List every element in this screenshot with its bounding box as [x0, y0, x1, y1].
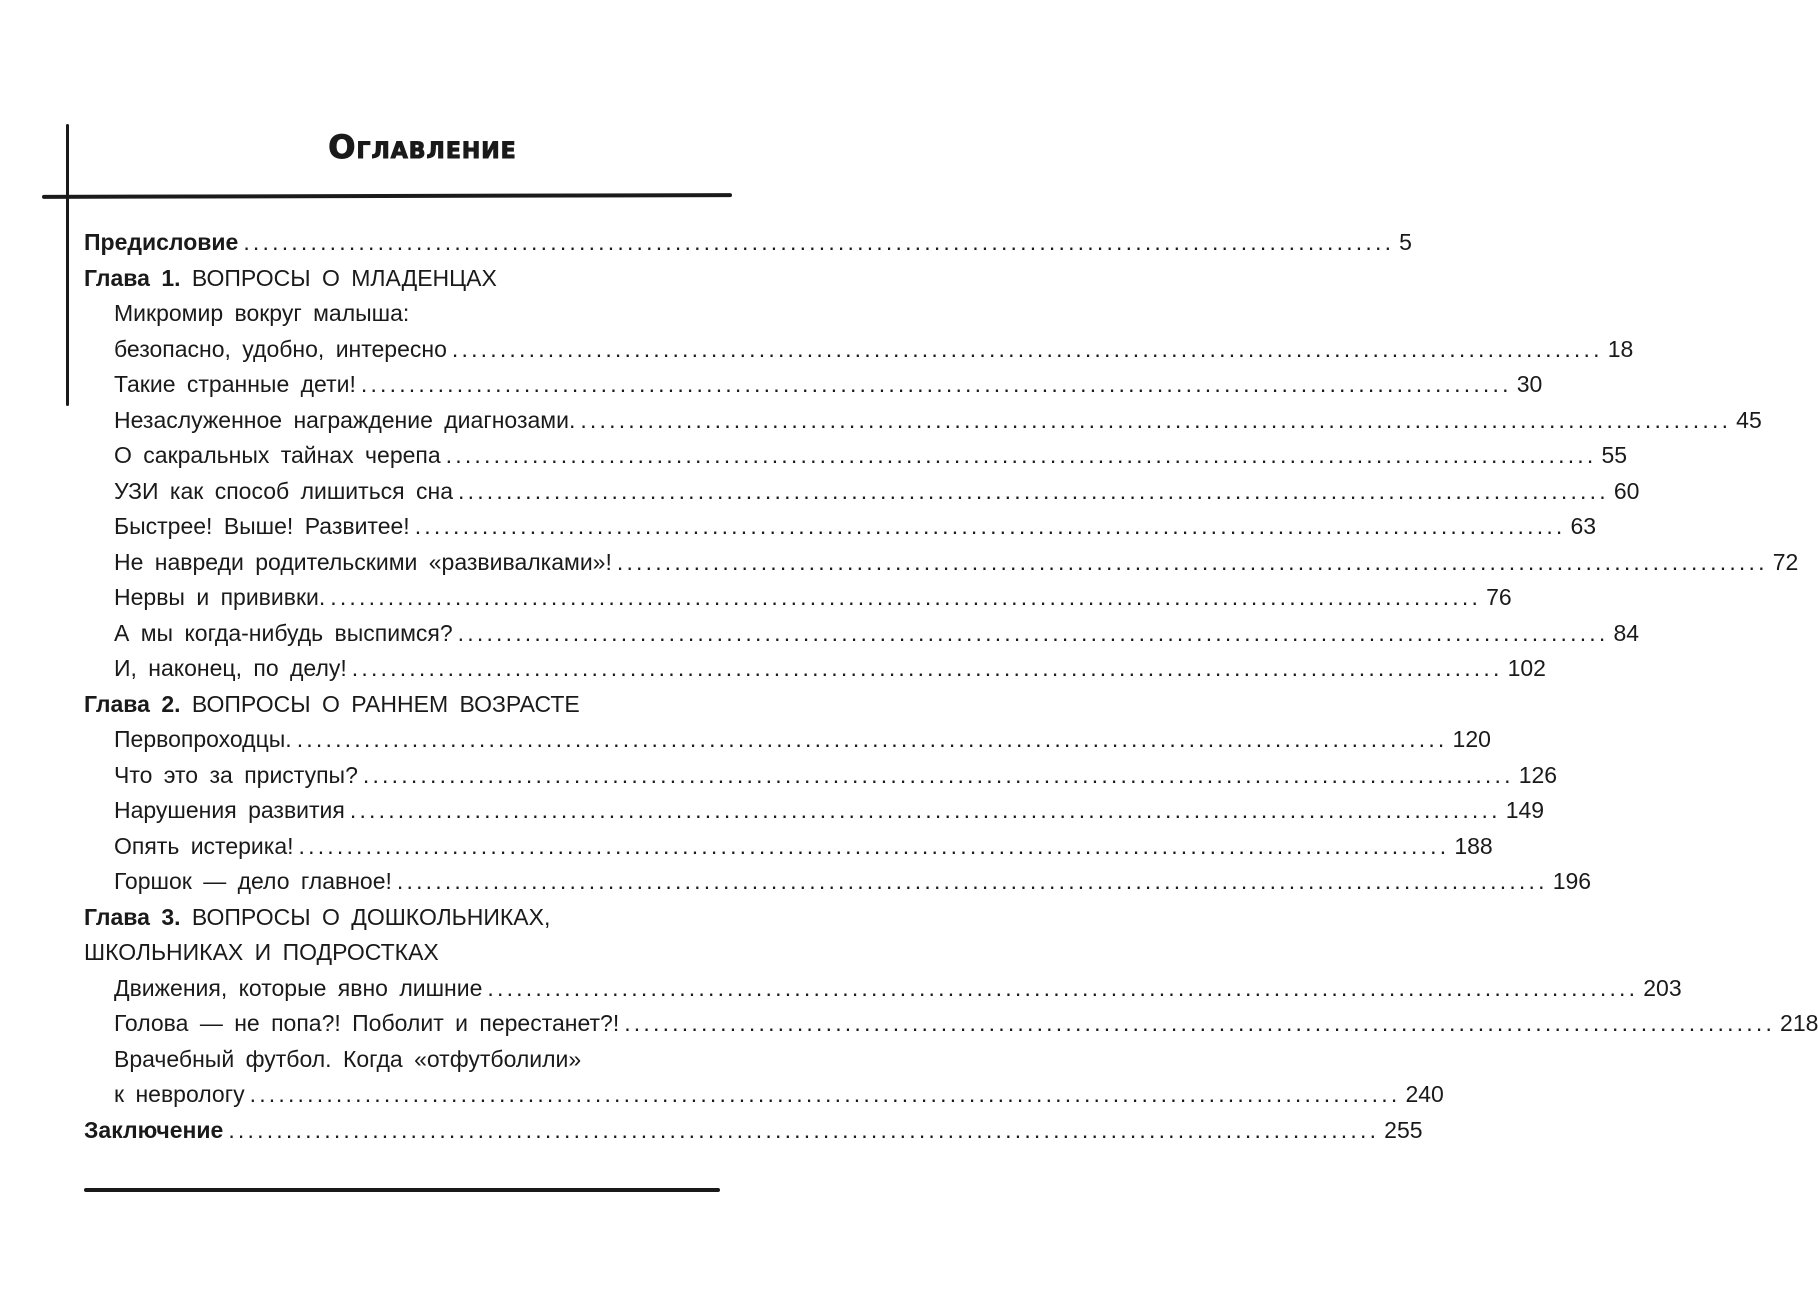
toc-entry — [84, 758, 1558, 794]
toc-entry — [84, 651, 1546, 687]
toc-entry-text: О сакральных тайнах черепа — [114, 442, 441, 468]
toc-leader-dots: ........................................................................................................................ — [396, 868, 1548, 894]
toc-leader-dots: ........................................................................................................................ — [243, 229, 1395, 255]
toc-page-number: 120 — [1452, 726, 1491, 752]
toc-entry-title — [114, 367, 356, 403]
toc-entry-text: Голова — не попа?! Поболит и перестанет?! — [114, 1010, 620, 1036]
toc-entry — [84, 474, 1640, 510]
toc-leader-dots: ........................................................................................................................ — [360, 371, 1512, 397]
toc-page-number: 149 — [1505, 797, 1545, 823]
toc-page-number: 203 — [1643, 974, 1682, 1001]
toc-entry-label: Глава 2. — [84, 690, 181, 717]
toc-page-number: 63 — [1570, 513, 1597, 539]
toc-page-number: 5 — [1399, 229, 1412, 255]
toc-entry — [84, 1113, 1423, 1149]
toc-leader-dots: ........................................................................................................................ — [580, 406, 1732, 433]
toc-entry-title — [84, 900, 550, 936]
toc-entry-label: Глава 3. — [84, 903, 181, 930]
toc-entry-title — [114, 403, 575, 439]
toc-leader-dots: ........................................................................................................................ — [487, 974, 1639, 1001]
toc-entry — [84, 971, 1682, 1007]
toc-page-number: 76 — [1486, 584, 1512, 610]
toc-entry-text: ВОПРОСЫ О МЛАДЕНЦАХ — [180, 264, 497, 291]
toc-entry — [84, 1077, 1444, 1113]
toc-leader-dots: ........................................................................................................................ — [351, 655, 1503, 681]
toc-entry-text: А мы когда-нибудь выспимся? — [114, 619, 453, 646]
toc-entry-label: Предисловие — [84, 229, 239, 255]
toc-entry-text: Незаслуженное награждение диагнозами. — [114, 406, 576, 433]
toc-entry-text: И, наконец, по делу! — [114, 655, 347, 681]
toc-entry-text: безопасно, удобно, интересно — [114, 335, 447, 362]
toc-entry — [84, 261, 712, 297]
toc-entry-text: ВОПРОСЫ О РАННЕМ ВОЗРАСТЕ — [180, 690, 580, 717]
toc-entry — [84, 438, 1628, 474]
toc-entry-title — [114, 474, 453, 510]
table-of-contents — [84, 225, 1818, 1148]
decorative-vertical-rule — [66, 124, 69, 406]
toc-entry — [84, 580, 1512, 616]
toc-leader-dots: ........................................................................................................................ — [296, 726, 1448, 752]
toc-leader-dots: ........................................................................................................................ — [349, 797, 1501, 823]
toc-page-number: 196 — [1552, 868, 1592, 894]
toc-entry — [84, 509, 1597, 545]
toc-leader-dots: ........................................................................................................................ — [414, 513, 1566, 539]
toc-entry-title — [114, 580, 325, 616]
toc-entry-title — [114, 332, 447, 368]
toc-entry-title — [114, 1077, 245, 1113]
toc-entry-text: Быстрее! Выше! Развитее! — [114, 513, 410, 539]
toc-entry-label: Глава 1. — [84, 264, 181, 291]
toc-entry — [84, 545, 1799, 581]
toc-entry-label: Заключение — [84, 1116, 224, 1143]
toc-page-number: 72 — [1772, 548, 1799, 575]
toc-page-number: 218 — [1780, 1010, 1818, 1036]
toc-entry-title — [84, 935, 439, 971]
toc-entry-title — [114, 722, 292, 758]
toc-entry-title — [114, 509, 410, 545]
toc-entry — [84, 900, 712, 936]
toc-entry — [84, 616, 1640, 652]
toc-leader-dots: ........................................................................................................................ — [249, 1081, 1401, 1107]
toc-entry — [84, 935, 712, 971]
toc-leader-dots: ........................................................................................................................ — [445, 442, 1597, 468]
toc-page-number: 45 — [1736, 406, 1762, 433]
toc-entry — [84, 332, 1634, 368]
toc-entry-text: Такие странные дети! — [114, 371, 356, 397]
toc-entry-title — [114, 1006, 619, 1042]
toc-entry-text: ШКОЛЬНИКАХ И ПОДРОСТКАХ — [84, 939, 439, 965]
toc-page-number: 60 — [1613, 477, 1640, 504]
page-title: Оглавление — [328, 128, 517, 166]
toc-entry-title — [84, 261, 497, 297]
toc-page-number: 126 — [1518, 761, 1558, 788]
toc-page-number: 102 — [1507, 655, 1546, 681]
toc-page-number: 30 — [1516, 371, 1543, 397]
toc-entry — [84, 367, 1543, 403]
toc-leader-dots: ........................................................................................................................ — [228, 1116, 1380, 1143]
toc-page-number: 188 — [1454, 832, 1493, 859]
toc-entry-text: Горшок — дело главное! — [114, 868, 392, 894]
toc-entry-title — [114, 971, 482, 1007]
toc-entry-title — [84, 225, 238, 261]
toc-entry-title — [114, 793, 345, 829]
toc-leader-dots: ........................................................................................................................ — [330, 584, 1482, 610]
toc-entry-title — [114, 1042, 581, 1078]
toc-leader-dots: ........................................................................................................................ — [624, 1010, 1776, 1036]
toc-entry-title — [114, 296, 409, 332]
toc-entry-title — [114, 864, 392, 900]
toc-entry — [84, 1042, 712, 1078]
toc-entry — [84, 403, 1762, 439]
toc-entry-text: Движения, которые явно лишние — [114, 974, 483, 1001]
toc-entry-text: Что это за приступы? — [114, 761, 358, 788]
toc-entry-title — [114, 616, 453, 652]
toc-entry-title — [114, 758, 358, 794]
toc-entry-text: Опять истерика! — [114, 832, 294, 859]
toc-leader-dots: ........................................................................................................................ — [458, 477, 1609, 504]
toc-entry-title — [114, 438, 441, 474]
toc-entry — [84, 225, 1412, 261]
toc-entry-text: Нервы и прививки. — [114, 584, 326, 610]
decorative-bottom-rule — [84, 1188, 720, 1192]
toc-entry-text: к неврологу — [114, 1081, 245, 1107]
toc-entry — [84, 1006, 1818, 1042]
toc-leader-dots: ........................................................................................................................ — [298, 832, 1450, 859]
toc-leader-dots: ........................................................................................................................ — [616, 548, 1768, 575]
toc-entry — [84, 722, 1491, 758]
toc-entry-text: Микромир вокруг малыша: — [114, 300, 410, 326]
toc-entry-text: Нарушения развития — [114, 797, 345, 823]
toc-entry-title — [84, 1113, 223, 1149]
toc-entry-text: Первопроходцы. — [114, 726, 292, 752]
toc-entry-title — [84, 687, 580, 723]
toc-page-number: 55 — [1601, 442, 1628, 468]
toc-leader-dots: ........................................................................................................................ — [451, 335, 1603, 362]
toc-entry-title — [114, 545, 612, 581]
toc-leader-dots: ........................................................................................................................ — [457, 619, 1609, 646]
toc-entry — [84, 687, 712, 723]
toc-leader-dots: ........................................................................................................................ — [362, 761, 1514, 788]
toc-page-number: 240 — [1405, 1081, 1444, 1107]
toc-entry — [84, 829, 1493, 865]
toc-entry-text: ВОПРОСЫ О ДОШКОЛЬНИКАХ, — [180, 903, 551, 930]
toc-entry-title — [114, 829, 294, 865]
toc-entry-title — [114, 651, 347, 687]
toc-entry — [84, 864, 1592, 900]
toc-page-number: 84 — [1613, 619, 1640, 646]
decorative-top-rule — [42, 193, 732, 199]
toc-entry — [84, 296, 712, 332]
toc-entry-text: Врачебный футбол. Когда «отфутболили» — [114, 1045, 582, 1072]
toc-page-number: 255 — [1384, 1116, 1423, 1143]
toc-entry-text: Не навреди родительскими «развивалками»! — [114, 548, 612, 575]
toc-page-number: 18 — [1607, 335, 1634, 362]
toc-entry-text: УЗИ как способ лишиться сна — [114, 477, 454, 504]
toc-entry — [84, 793, 1545, 829]
